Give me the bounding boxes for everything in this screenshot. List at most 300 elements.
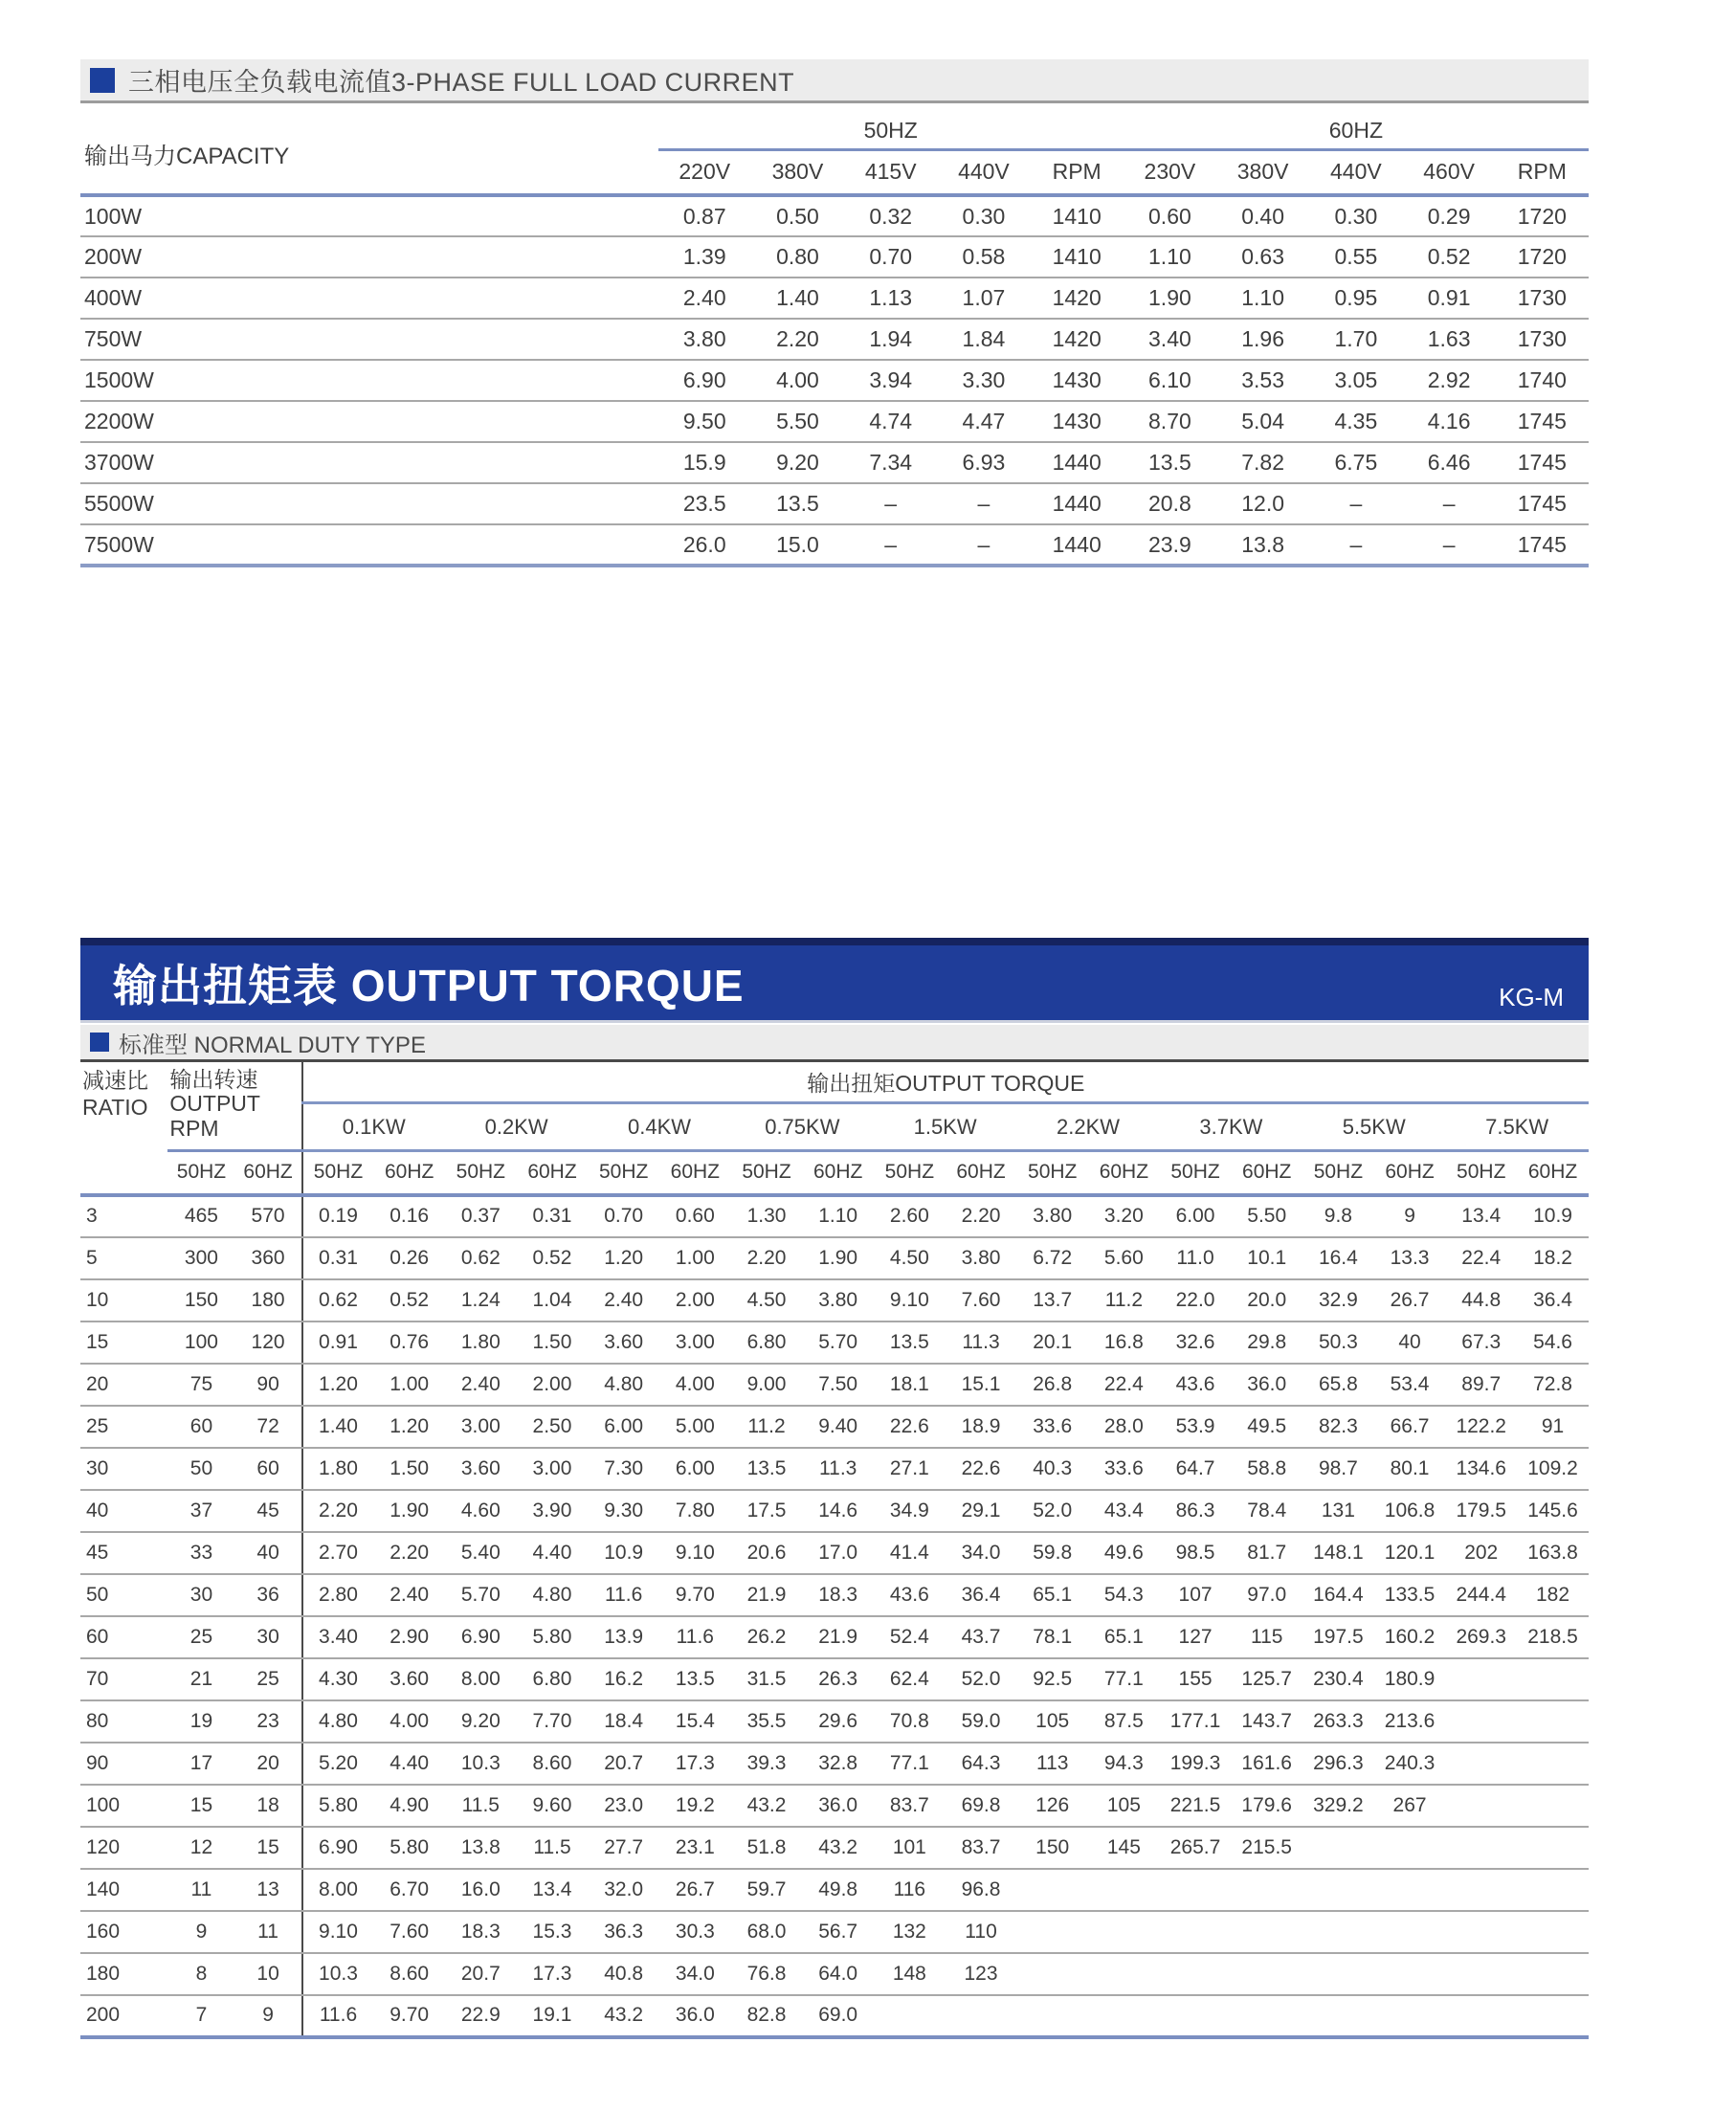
torque-value-cell: 4.80	[588, 1364, 659, 1406]
torque-value-cell: 2.20	[731, 1237, 803, 1279]
hz-column-header: 60HZ	[1088, 1151, 1160, 1195]
current-value-cell: 1440	[1031, 483, 1124, 524]
rpm-60hz-cell: 90	[235, 1364, 302, 1406]
torque-value-cell	[1374, 1911, 1446, 1953]
torque-value-cell: 53.9	[1160, 1406, 1232, 1448]
table-row	[80, 1869, 1589, 1911]
torque-value-cell: 15.4	[659, 1700, 731, 1743]
current-value-cell: 1420	[1031, 278, 1124, 319]
torque-value-cell	[1517, 1827, 1589, 1869]
table-row	[80, 1785, 1589, 1827]
rpm-60hz-cell: 60	[235, 1448, 302, 1490]
torque-value-cell: 43.4	[1088, 1490, 1160, 1532]
current-value-cell: 26.0	[658, 524, 751, 566]
hz-column-header: 60HZ	[802, 1151, 874, 1195]
torque-value-cell: 36.3	[588, 1911, 659, 1953]
capacity-cell: 3700W	[80, 442, 658, 483]
current-value-cell: 0.63	[1216, 236, 1309, 278]
torque-value-cell: 2.70	[302, 1532, 374, 1574]
torque-value-cell: 17.3	[659, 1743, 731, 1785]
torque-value-cell	[1302, 1827, 1374, 1869]
torque-value-cell: 267	[1374, 1785, 1446, 1827]
torque-value-cell	[1445, 1827, 1517, 1869]
current-table-body	[80, 195, 1589, 566]
current-value-cell: 1730	[1496, 278, 1589, 319]
torque-value-cell: 23.0	[588, 1785, 659, 1827]
torque-value-cell: 49.6	[1088, 1532, 1160, 1574]
torque-value-cell: 78.1	[1016, 1616, 1088, 1658]
table-row	[80, 236, 1589, 278]
torque-value-cell: 65.8	[1302, 1364, 1374, 1406]
current-value-cell: 0.52	[1402, 236, 1495, 278]
torque-value-cell	[1445, 1911, 1517, 1953]
torque-value-cell: 26.7	[1374, 1279, 1446, 1322]
current-value-cell: 6.90	[658, 360, 751, 401]
torque-value-cell: 26.7	[659, 1869, 731, 1911]
ratio-cell: 70	[80, 1658, 167, 1700]
torque-value-cell: 28.0	[1088, 1406, 1160, 1448]
torque-value-cell	[1231, 1953, 1302, 1995]
torque-value-cell: 36.0	[659, 1995, 731, 2037]
current-value-cell: 1410	[1031, 236, 1124, 278]
torque-value-cell: 5.70	[445, 1574, 517, 1616]
torque-value-cell: 11.6	[659, 1616, 731, 1658]
current-value-cell: –	[1402, 524, 1495, 566]
torque-value-cell: 52.4	[874, 1616, 946, 1658]
torque-value-cell: 54.6	[1517, 1322, 1589, 1364]
rpm-60hz-cell: 18	[235, 1785, 302, 1827]
torque-value-cell: 10.3	[445, 1743, 517, 1785]
torque-value-cell: 20.7	[588, 1743, 659, 1785]
torque-value-cell: 6.80	[517, 1658, 589, 1700]
torque-value-cell: 269.3	[1445, 1616, 1517, 1658]
torque-value-cell	[1445, 1658, 1517, 1700]
voltage-column-header: 440V	[937, 149, 1030, 195]
torque-value-cell: 1.20	[373, 1406, 445, 1448]
torque-value-cell: 13.5	[874, 1322, 946, 1364]
capacity-cell: 100W	[80, 195, 658, 236]
torque-value-cell: 39.3	[731, 1743, 803, 1785]
torque-value-cell: 49.8	[802, 1869, 874, 1911]
ratio-cell: 25	[80, 1406, 167, 1448]
torque-value-cell: 59.8	[1016, 1532, 1088, 1574]
table-row	[80, 1279, 1589, 1322]
torque-value-cell: 36.0	[802, 1785, 874, 1827]
table-row	[80, 1490, 1589, 1532]
current-value-cell: 8.70	[1124, 401, 1216, 442]
banner-title	[113, 951, 745, 1014]
torque-value-cell: 230.4	[1302, 1658, 1374, 1700]
torque-value-cell: 89.7	[1445, 1364, 1517, 1406]
hz-column-header: 50HZ	[167, 1151, 234, 1195]
torque-value-cell: 2.80	[302, 1574, 374, 1616]
table-row	[80, 1237, 1589, 1279]
torque-table-body	[80, 1195, 1589, 2037]
torque-value-cell: 1.90	[802, 1237, 874, 1279]
torque-value-cell	[946, 1995, 1017, 2037]
rpm-50hz-cell: 7	[167, 1995, 234, 2037]
ratio-cell: 180	[80, 1953, 167, 1995]
torque-value-cell	[1088, 1911, 1160, 1953]
torque-value-cell	[1517, 1953, 1589, 1995]
torque-value-cell: 18.2	[1517, 1237, 1589, 1279]
torque-value-cell: 3.90	[517, 1490, 589, 1532]
torque-value-cell: 26.2	[731, 1616, 803, 1658]
torque-value-cell: 5.00	[659, 1406, 731, 1448]
torque-value-cell: 2.40	[445, 1364, 517, 1406]
torque-value-cell: 3.40	[302, 1616, 374, 1658]
torque-value-cell: 0.19	[302, 1195, 374, 1237]
torque-value-cell: 202	[1445, 1532, 1517, 1574]
current-value-cell: 0.30	[1309, 195, 1402, 236]
rpm-60hz-cell: 40	[235, 1532, 302, 1574]
hz-column-header: 60HZ	[517, 1151, 589, 1195]
ratio-cell: 90	[80, 1743, 167, 1785]
table-row	[80, 401, 1589, 442]
torque-value-cell: 11.5	[517, 1827, 589, 1869]
table-row	[80, 1827, 1589, 1869]
voltage-column-header: 230V	[1124, 149, 1216, 195]
torque-value-cell: 82.8	[731, 1995, 803, 2037]
torque-value-cell: 78.4	[1231, 1490, 1302, 1532]
rpm-50hz-cell: 100	[167, 1322, 234, 1364]
ratio-cell: 160	[80, 1911, 167, 1953]
current-value-cell: 1.96	[1216, 319, 1309, 360]
current-value-cell: 3.80	[658, 319, 751, 360]
torque-value-cell: 10.3	[302, 1953, 374, 1995]
torque-value-cell: 263.3	[1302, 1700, 1374, 1743]
torque-value-cell: 197.5	[1302, 1616, 1374, 1658]
torque-value-cell: 3.80	[946, 1237, 1017, 1279]
rpm-50hz-cell: 33	[167, 1532, 234, 1574]
torque-value-cell: 143.7	[1231, 1700, 1302, 1743]
torque-value-cell: 2.90	[373, 1616, 445, 1658]
torque-value-cell: 15.1	[946, 1364, 1017, 1406]
ratio-cell: 80	[80, 1700, 167, 1743]
current-value-cell: 20.8	[1124, 483, 1216, 524]
current-value-cell: 1.84	[937, 319, 1030, 360]
torque-value-cell: 9.10	[302, 1911, 374, 1953]
current-value-cell: 1440	[1031, 442, 1124, 483]
torque-value-cell: 92.5	[1016, 1658, 1088, 1700]
capacity-cell: 750W	[80, 319, 658, 360]
rpm-60hz-cell: 15	[235, 1827, 302, 1869]
torque-value-cell: 4.40	[373, 1743, 445, 1785]
banner-title-en: OUTPUT TORQUE	[350, 961, 745, 1011]
section-header-band	[80, 59, 1589, 103]
torque-value-cell: 7.30	[588, 1448, 659, 1490]
torque-value-cell: 68.0	[731, 1911, 803, 1953]
current-value-cell: 0.30	[937, 195, 1030, 236]
torque-banner	[80, 938, 1589, 1020]
torque-value-cell: 2.20	[946, 1195, 1017, 1237]
torque-value-cell: 8.00	[302, 1869, 374, 1911]
torque-value-cell: 145	[1088, 1827, 1160, 1869]
current-value-cell: 0.91	[1402, 278, 1495, 319]
torque-value-cell: 3.00	[517, 1448, 589, 1490]
rpm-50hz-cell: 465	[167, 1195, 234, 1237]
torque-value-cell: 116	[874, 1869, 946, 1911]
current-value-cell: 1.40	[751, 278, 844, 319]
torque-value-cell: 4.90	[373, 1785, 445, 1827]
current-value-cell: 3.30	[937, 360, 1030, 401]
table-row	[80, 1953, 1589, 1995]
table-row	[80, 1406, 1589, 1448]
torque-value-cell: 131	[1302, 1490, 1374, 1532]
torque-value-cell: 105	[1016, 1700, 1088, 1743]
torque-value-cell: 1.00	[659, 1237, 731, 1279]
current-value-cell: 0.29	[1402, 195, 1495, 236]
torque-value-cell: 9.10	[659, 1532, 731, 1574]
torque-value-cell	[1016, 1911, 1088, 1953]
hz-column-header: 50HZ	[874, 1151, 946, 1195]
torque-value-cell: 164.4	[1302, 1574, 1374, 1616]
torque-value-cell: 19.2	[659, 1785, 731, 1827]
hz-column-header: 60HZ	[946, 1151, 1017, 1195]
torque-value-cell: 2.40	[373, 1574, 445, 1616]
torque-value-cell: 43.6	[1160, 1364, 1232, 1406]
current-value-cell: 2.92	[1402, 360, 1495, 401]
voltage-column-header: 460V	[1402, 149, 1495, 195]
torque-value-cell: 13.4	[1445, 1195, 1517, 1237]
hz-column-header: 60HZ	[1374, 1151, 1446, 1195]
current-value-cell: 9.50	[658, 401, 751, 442]
full-load-current-section	[80, 59, 1589, 567]
torque-value-cell: 36.4	[946, 1574, 1017, 1616]
torque-value-cell: 21.9	[731, 1574, 803, 1616]
voltage-column-header: 380V	[751, 149, 844, 195]
current-value-cell: 4.16	[1402, 401, 1495, 442]
torque-value-cell: 98.5	[1160, 1532, 1232, 1574]
torque-value-cell: 3.80	[802, 1279, 874, 1322]
torque-value-cell: 1.50	[373, 1448, 445, 1490]
torque-value-cell: 5.80	[373, 1827, 445, 1869]
ratio-cell: 120	[80, 1827, 167, 1869]
blue-square-bullet-icon	[90, 68, 115, 93]
current-value-cell: 4.47	[937, 401, 1030, 442]
rpm-60hz-cell: 120	[235, 1322, 302, 1364]
ratio-cell: 30	[80, 1448, 167, 1490]
current-value-cell: –	[937, 524, 1030, 566]
current-value-cell: 9.20	[751, 442, 844, 483]
section-title	[128, 61, 794, 99]
current-value-cell: 0.87	[658, 195, 751, 236]
current-value-cell: 1.94	[844, 319, 937, 360]
current-value-cell: 0.80	[751, 236, 844, 278]
torque-value-cell: 9.70	[659, 1574, 731, 1616]
torque-value-cell: 9.70	[373, 1995, 445, 2037]
torque-header-row	[80, 1061, 1589, 1103]
torque-value-cell	[1088, 1995, 1160, 2037]
torque-value-cell: 20.6	[731, 1532, 803, 1574]
rpm-50hz-cell: 9	[167, 1911, 234, 1953]
torque-value-cell: 13.5	[731, 1448, 803, 1490]
torque-value-cell	[1302, 1911, 1374, 1953]
torque-value-cell: 16.8	[1088, 1322, 1160, 1364]
torque-value-cell: 43.7	[946, 1616, 1017, 1658]
torque-value-cell: 5.40	[445, 1532, 517, 1574]
torque-value-cell: 11.6	[302, 1995, 374, 2037]
torque-value-cell: 0.70	[588, 1195, 659, 1237]
current-value-cell: 1745	[1496, 401, 1589, 442]
current-value-cell: 6.10	[1124, 360, 1216, 401]
current-value-cell: 15.9	[658, 442, 751, 483]
rpm-50hz-cell: 60	[167, 1406, 234, 1448]
torque-value-cell: 65.1	[1088, 1616, 1160, 1658]
current-value-cell: 1430	[1031, 401, 1124, 442]
torque-value-cell	[874, 1995, 946, 2037]
kw-group-header: 5.5KW	[1302, 1103, 1445, 1151]
current-value-cell: 1745	[1496, 524, 1589, 566]
capacity-cell: 200W	[80, 236, 658, 278]
table-row	[80, 442, 1589, 483]
table-row	[80, 195, 1589, 236]
torque-value-cell	[1445, 1743, 1517, 1785]
torque-value-cell: 0.16	[373, 1195, 445, 1237]
torque-value-cell	[1016, 1995, 1088, 2037]
torque-value-cell: 155	[1160, 1658, 1232, 1700]
current-value-cell: 0.50	[751, 195, 844, 236]
torque-value-cell: 43.2	[588, 1995, 659, 2037]
current-value-cell: 12.0	[1216, 483, 1309, 524]
frequency-group-row	[80, 113, 1589, 149]
torque-value-cell	[1517, 1658, 1589, 1700]
torque-value-cell: 59.7	[731, 1869, 803, 1911]
torque-value-cell	[1517, 1785, 1589, 1827]
torque-value-cell: 18.3	[445, 1911, 517, 1953]
ratio-cell: 200	[80, 1995, 167, 2037]
torque-value-cell	[1016, 1869, 1088, 1911]
torque-value-cell: 64.3	[946, 1743, 1017, 1785]
current-value-cell: 2.40	[658, 278, 751, 319]
table-row	[80, 524, 1589, 566]
torque-value-cell: 31.5	[731, 1658, 803, 1700]
ratio-cell: 100	[80, 1785, 167, 1827]
torque-value-cell	[1302, 1953, 1374, 1995]
current-value-cell: 7.34	[844, 442, 937, 483]
torque-value-cell: 132	[874, 1911, 946, 1953]
current-value-cell: –	[1309, 524, 1402, 566]
torque-value-cell: 9.30	[588, 1490, 659, 1532]
torque-value-cell: 134.6	[1445, 1448, 1517, 1490]
torque-value-cell: 115	[1231, 1616, 1302, 1658]
table-row	[80, 1911, 1589, 1953]
table-row	[80, 1616, 1589, 1658]
torque-value-cell: 51.8	[731, 1827, 803, 1869]
torque-value-cell: 177.1	[1160, 1700, 1232, 1743]
table-row	[80, 1574, 1589, 1616]
rpm-60hz-cell: 36	[235, 1574, 302, 1616]
current-value-cell: –	[1402, 483, 1495, 524]
torque-value-cell: 62.4	[874, 1658, 946, 1700]
torque-value-cell: 122.2	[1445, 1406, 1517, 1448]
current-value-cell: 23.9	[1124, 524, 1216, 566]
ratio-cell: 50	[80, 1574, 167, 1616]
torque-value-cell: 9	[1374, 1195, 1446, 1237]
torque-value-cell: 13.8	[445, 1827, 517, 1869]
torque-value-cell: 5.20	[302, 1743, 374, 1785]
torque-value-cell: 5.80	[302, 1785, 374, 1827]
rpm-50hz-cell: 21	[167, 1658, 234, 1700]
unit-label: KG-M	[1499, 983, 1564, 1011]
torque-value-cell	[1231, 1911, 1302, 1953]
output-torque-section	[80, 938, 1589, 2039]
torque-value-cell: 6.00	[659, 1448, 731, 1490]
torque-value-cell: 18.4	[588, 1700, 659, 1743]
torque-value-cell: 17.0	[802, 1532, 874, 1574]
rpm-60hz-cell: 45	[235, 1490, 302, 1532]
current-value-cell: 7.82	[1216, 442, 1309, 483]
torque-value-cell: 4.50	[731, 1279, 803, 1322]
current-value-cell: 3.53	[1216, 360, 1309, 401]
torque-value-cell	[1445, 1700, 1517, 1743]
hz-column-header: 50HZ	[1302, 1151, 1374, 1195]
torque-value-cell: 5.60	[1088, 1237, 1160, 1279]
current-value-cell: 1730	[1496, 319, 1589, 360]
current-value-cell: 0.55	[1309, 236, 1402, 278]
torque-value-cell: 76.8	[731, 1953, 803, 1995]
torque-value-cell	[1231, 1995, 1302, 2037]
torque-value-cell: 83.7	[946, 1827, 1017, 1869]
torque-value-cell: 13.7	[1016, 1279, 1088, 1322]
current-value-cell: –	[937, 483, 1030, 524]
torque-value-cell: 29.1	[946, 1490, 1017, 1532]
output-torque-table	[80, 1059, 1589, 2039]
rpm-60hz-cell: 570	[235, 1195, 302, 1237]
torque-value-cell: 7.60	[373, 1911, 445, 1953]
current-value-cell: 0.70	[844, 236, 937, 278]
torque-value-cell: 0.52	[373, 1279, 445, 1322]
torque-value-cell: 4.00	[659, 1364, 731, 1406]
torque-value-cell	[1445, 1785, 1517, 1827]
torque-value-cell: 49.5	[1231, 1406, 1302, 1448]
torque-value-cell	[1016, 1953, 1088, 1995]
torque-value-cell: 0.76	[373, 1322, 445, 1364]
torque-value-cell: 101	[874, 1827, 946, 1869]
torque-value-cell: 5.80	[517, 1616, 589, 1658]
torque-value-cell: 1.20	[302, 1364, 374, 1406]
voltage-column-header: 440V	[1309, 149, 1402, 195]
kw-group-header: 0.2KW	[445, 1103, 588, 1151]
torque-value-cell: 125.7	[1231, 1658, 1302, 1700]
torque-value-cell: 43.2	[731, 1785, 803, 1827]
torque-value-cell	[1160, 1995, 1232, 2037]
current-value-cell: 23.5	[658, 483, 751, 524]
torque-value-cell: 52.0	[1016, 1490, 1088, 1532]
hz-column-header: 60HZ	[659, 1151, 731, 1195]
torque-value-cell: 3.00	[445, 1406, 517, 1448]
torque-value-cell: 6.80	[731, 1322, 803, 1364]
torque-value-cell: 56.7	[802, 1911, 874, 1953]
torque-value-cell: 32.9	[1302, 1279, 1374, 1322]
torque-value-cell: 22.6	[874, 1406, 946, 1448]
duty-type-zh: 标准型	[119, 1032, 188, 1058]
torque-value-cell	[1302, 1995, 1374, 2037]
current-value-cell: 1430	[1031, 360, 1124, 401]
torque-value-cell: 53.4	[1374, 1364, 1446, 1406]
torque-value-cell: 34.9	[874, 1490, 946, 1532]
torque-value-cell: 145.6	[1517, 1490, 1589, 1532]
torque-value-cell: 1.10	[802, 1195, 874, 1237]
rpm-50hz-cell: 37	[167, 1490, 234, 1532]
rpm-60hz-cell: 10	[235, 1953, 302, 1995]
torque-value-cell: 1.90	[373, 1490, 445, 1532]
torque-value-cell: 7.80	[659, 1490, 731, 1532]
torque-value-cell: 80.1	[1374, 1448, 1446, 1490]
rpm-50hz-cell: 12	[167, 1827, 234, 1869]
torque-value-cell: 77.1	[1088, 1658, 1160, 1700]
torque-value-cell: 83.7	[874, 1785, 946, 1827]
